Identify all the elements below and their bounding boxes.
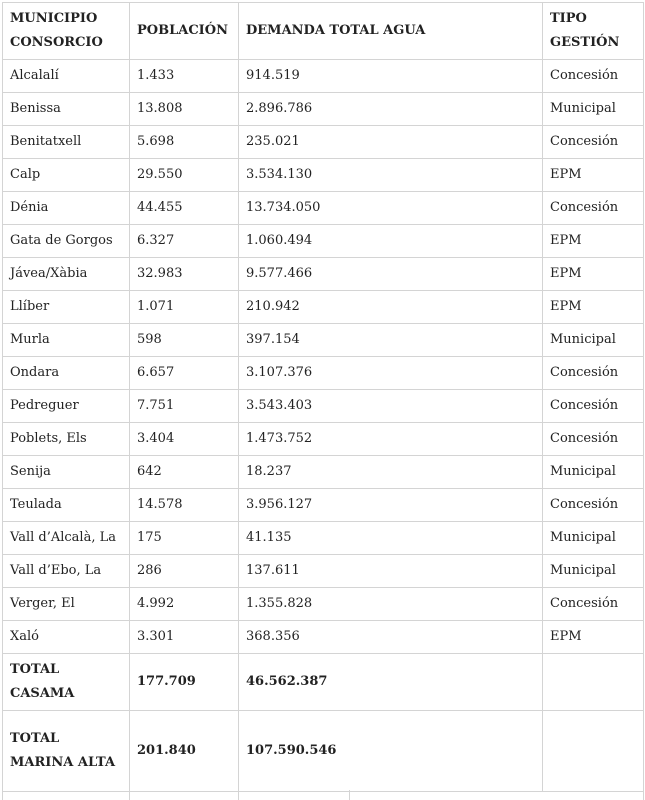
table-header-row [3, 3, 644, 60]
cell-demanda: 137.611 [239, 555, 543, 588]
cell-gestion: EPM [543, 258, 644, 291]
table-row [3, 489, 644, 522]
table-row [3, 258, 644, 291]
cell-municipio: Benissa [3, 93, 130, 126]
cell-poblacion: 3.404 [130, 423, 239, 456]
cell-municipio: Teulada [3, 489, 130, 522]
cell-demanda: 914.519 [239, 60, 543, 93]
cell-demanda: 9.577.466 [239, 258, 543, 291]
total-poblacion: 201.840 [130, 711, 239, 792]
cell-demanda: 1.060.494 [239, 225, 543, 258]
cell-gestion: Concesión [543, 423, 644, 456]
cell-demanda: 210.942 [239, 291, 543, 324]
cell-demanda: 3.956.127 [239, 489, 543, 522]
cell-gestion: Concesión [543, 357, 644, 390]
total-gestion [543, 654, 644, 711]
cell-gestion: Concesión [543, 60, 644, 93]
cell-demanda: 1.355.828 [239, 588, 543, 621]
cell-municipio: Ondara [3, 357, 130, 390]
table-row [3, 225, 644, 258]
table-row [3, 522, 644, 555]
total-row-marina-alta [3, 711, 644, 792]
table-row [3, 192, 644, 225]
cell-gestion: Municipal [543, 324, 644, 357]
table-row [3, 324, 644, 357]
cell-poblacion: 4.992 [130, 588, 239, 621]
cell-municipio: Calp [3, 159, 130, 192]
cell-poblacion: 286 [130, 555, 239, 588]
cell-municipio: Murla [3, 324, 130, 357]
table-row [3, 159, 644, 192]
cell-demanda: 1.473.752 [239, 423, 543, 456]
table-row [3, 126, 644, 159]
header-gestion: TIPO GESTIÓN [543, 3, 644, 60]
cell-demanda: 3.107.376 [239, 357, 543, 390]
table-row [3, 390, 644, 423]
cell-gestion: Municipal [543, 93, 644, 126]
cell-demanda: 3.543.403 [239, 390, 543, 423]
cell-gestion: Municipal [543, 456, 644, 489]
cell-municipio: Xaló [3, 621, 130, 654]
cell-municipio: Senija [3, 456, 130, 489]
table-row [3, 621, 644, 654]
cell-demanda: 397.154 [239, 324, 543, 357]
cell-demanda: 18.237 [239, 456, 543, 489]
table-row [3, 555, 644, 588]
cell-gestion: Concesión [543, 390, 644, 423]
cell-gestion: Concesión [543, 489, 644, 522]
table-row [3, 93, 644, 126]
cell-poblacion: 1.071 [130, 291, 239, 324]
cell-gestion: EPM [543, 621, 644, 654]
cell-poblacion: 14.578 [130, 489, 239, 522]
cell-poblacion: 5.698 [130, 126, 239, 159]
cell-gestion: Concesión [543, 126, 644, 159]
header-demanda: DEMANDA TOTAL AGUA [239, 3, 543, 60]
cell-gestion: EPM [543, 291, 644, 324]
total-gestion [543, 711, 644, 792]
cell-gestion: EPM [543, 225, 644, 258]
table-row [3, 588, 644, 621]
cell-municipio: Dénia [3, 192, 130, 225]
cell-poblacion: 32.983 [130, 258, 239, 291]
table-row [3, 60, 644, 93]
cell-demanda: 235.021 [239, 126, 543, 159]
cell-demanda: 368.356 [239, 621, 543, 654]
table-continuation [2, 790, 644, 800]
total-demanda: 46.562.387 [239, 654, 543, 711]
cell-poblacion: 44.455 [130, 192, 239, 225]
total-poblacion: 177.709 [130, 654, 239, 711]
table-row [3, 357, 644, 390]
cell-poblacion: 1.433 [130, 60, 239, 93]
cell-poblacion: 7.751 [130, 390, 239, 423]
cell-municipio: Alcalalí [3, 60, 130, 93]
cell-poblacion: 13.808 [130, 93, 239, 126]
cell-demanda: 2.896.786 [239, 93, 543, 126]
cell-gestion: Municipal [543, 555, 644, 588]
water-demand-table [2, 2, 644, 792]
cell-poblacion: 3.301 [130, 621, 239, 654]
header-poblacion: POBLACIÓN [130, 3, 239, 60]
cell-poblacion: 6.657 [130, 357, 239, 390]
cell-municipio: Vall d’Ebo, La [3, 555, 130, 588]
cell-municipio: Poblets, Els [3, 423, 130, 456]
cell-municipio: Pedreguer [3, 390, 130, 423]
cell-municipio: Verger, El [3, 588, 130, 621]
cell-demanda: 13.734.050 [239, 192, 543, 225]
cell-gestion: Concesión [543, 192, 644, 225]
cell-municipio: Vall d’Alcalà, La [3, 522, 130, 555]
cell-municipio: Benitatxell [3, 126, 130, 159]
cell-demanda: 3.534.130 [239, 159, 543, 192]
table-row [3, 291, 644, 324]
total-row-casama [3, 654, 644, 711]
table-row [3, 423, 644, 456]
cell-poblacion: 175 [130, 522, 239, 555]
cell-demanda: 41.135 [239, 522, 543, 555]
cell-poblacion: 642 [130, 456, 239, 489]
cell-municipio: Llíber [3, 291, 130, 324]
total-demanda: 107.590.546 [239, 711, 543, 792]
header-municipio: MUNICIPIO CONSORCIO [3, 3, 130, 60]
cell-municipio: Gata de Gorgos [3, 225, 130, 258]
cell-gestion: Municipal [543, 522, 644, 555]
cell-poblacion: 598 [130, 324, 239, 357]
cell-poblacion: 6.327 [130, 225, 239, 258]
total-label: TOTAL MARINA ALTA [3, 711, 130, 792]
table-body [3, 60, 644, 792]
cell-poblacion: 29.550 [130, 159, 239, 192]
cell-gestion: EPM [543, 159, 644, 192]
total-label: TOTAL CASAMA [3, 654, 130, 711]
cell-gestion: Concesión [543, 588, 644, 621]
table-row [3, 456, 644, 489]
cell-municipio: Jávea/Xàbia [3, 258, 130, 291]
